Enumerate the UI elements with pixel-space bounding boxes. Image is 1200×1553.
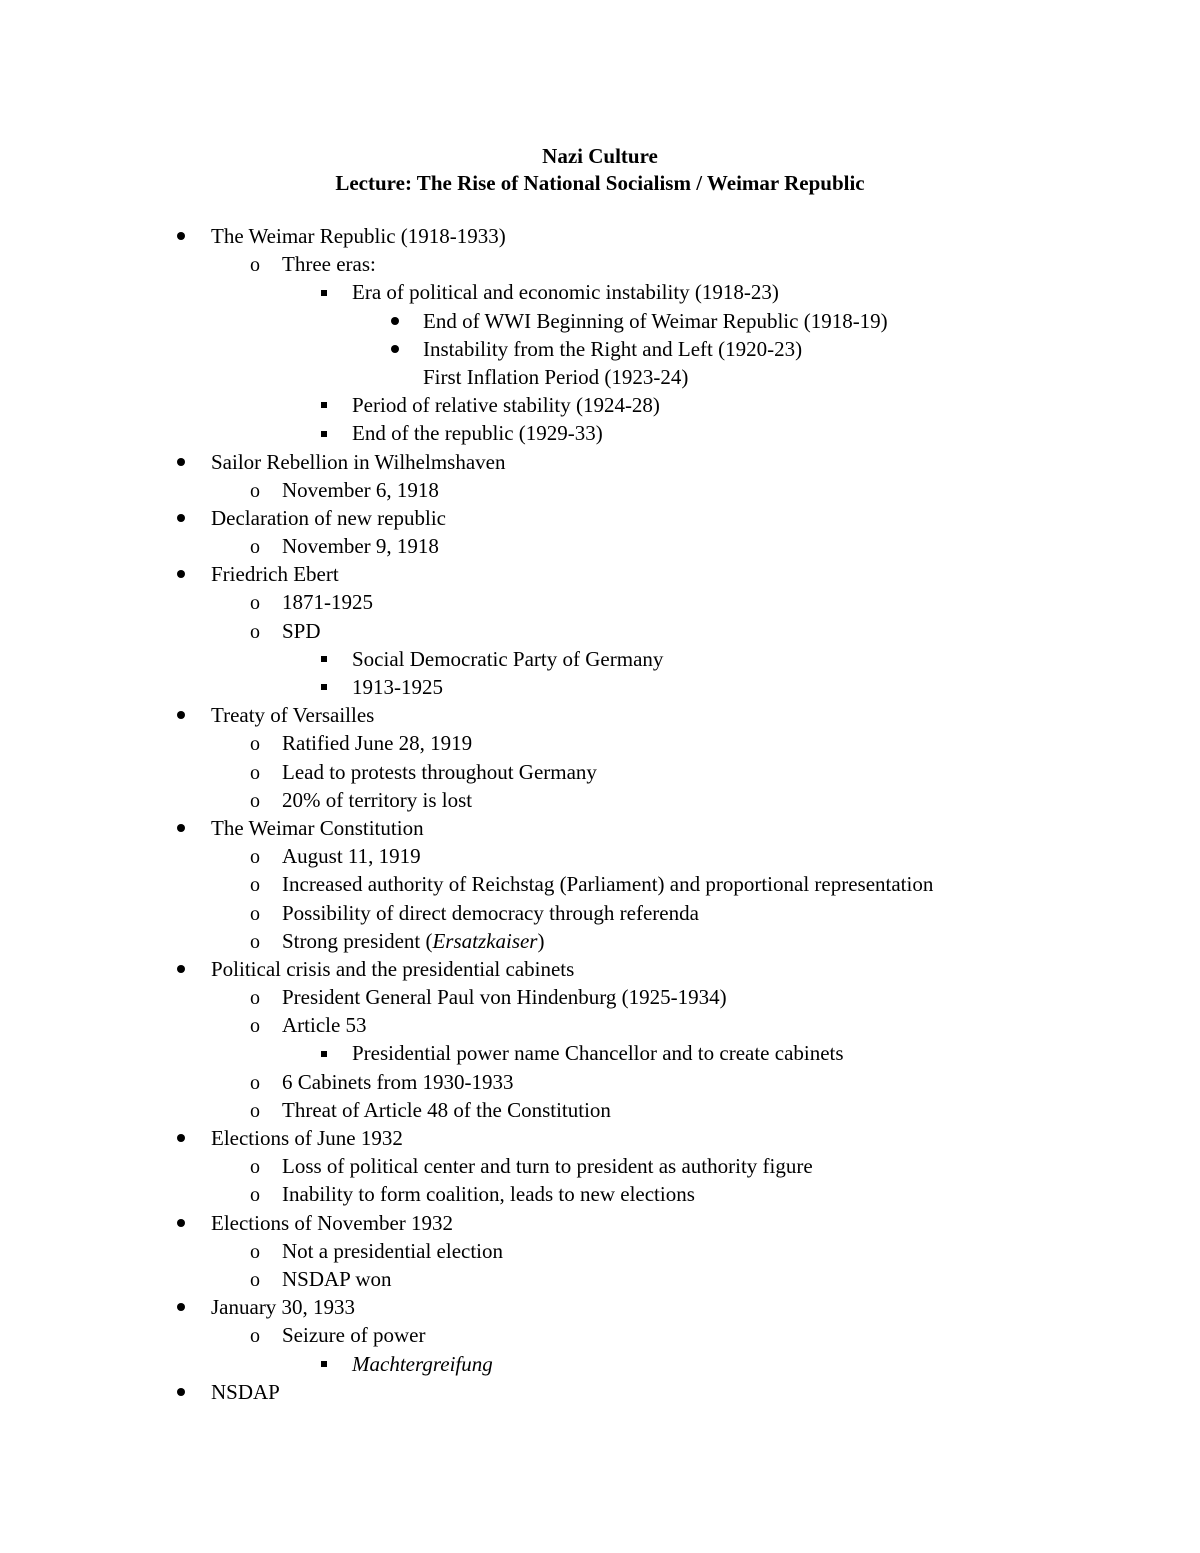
outline-item-text	[282, 758, 597, 786]
bullet-circle-icon: o	[250, 846, 260, 869]
outline-item-main-text: August 11, 1919	[282, 844, 421, 869]
outline-item-main-text: The Weimar Constitution	[211, 815, 424, 840]
bullet-circle-icon: o	[250, 733, 260, 756]
outline-item-text	[211, 222, 506, 250]
outline-item-main-text: End of the republic (1929-33)	[352, 421, 603, 446]
outline-item-level-1	[0, 588, 1200, 616]
outline-item-main-text: Declaration of new republic	[211, 505, 446, 530]
outline-item-level-1	[0, 1180, 1200, 1208]
outline-item-main-text: Friedrich Ebert	[211, 562, 339, 587]
outline-item-main-text: Loss of political center and turn to president as authority figure	[282, 1154, 813, 1179]
bullet-dot-icon	[171, 1124, 191, 1152]
document-subtitle: Lecture: The Rise of National Socialism / Weimar Republic	[335, 171, 865, 195]
outline-item-level-1	[0, 532, 1200, 560]
outline-item-text	[282, 729, 472, 757]
outline-item-text	[352, 391, 660, 419]
outline-item-level-1	[0, 1237, 1200, 1265]
outline-item-main-text: Increased authority of Reichstag (Parliament) and proportional representation	[282, 872, 934, 897]
outline-item-main-text: End of WWI Beginning of Weimar Republic (1918-19)	[423, 308, 888, 333]
bullet-circle-icon: o	[250, 479, 260, 502]
outline-item-level-0	[0, 1293, 1200, 1321]
outline-item-main-text: Social Democratic Party of Germany	[352, 646, 664, 671]
bullet-square-icon	[314, 278, 334, 306]
outline-item-text	[282, 476, 439, 504]
outline-item-level-1	[0, 1321, 1200, 1349]
outline-item-main-text: Inability to form coalition, leads to new elections	[282, 1182, 695, 1207]
outline-item-text	[352, 1039, 844, 1067]
outline-item-main-text: November 6, 1918	[282, 477, 439, 502]
bullet-dot-icon	[171, 222, 191, 250]
outline-item-level-0	[0, 222, 1200, 250]
outline-item-level-2	[0, 391, 1200, 419]
bullet-circle-icon: o	[250, 1156, 260, 1179]
bullet-circle-icon: o	[250, 1099, 260, 1122]
bullet-square-icon	[314, 419, 334, 447]
outline-item-level-1	[0, 927, 1200, 955]
outline-item-text	[352, 645, 663, 673]
outline-item-trailing-text: )	[537, 928, 545, 953]
outline-item-main-text: 1871-1925	[282, 590, 373, 615]
bullet-dot-icon	[171, 1293, 191, 1321]
outline-item-text	[211, 701, 374, 729]
lecture-outline	[0, 222, 1200, 1406]
outline-item-level-1	[0, 1068, 1200, 1096]
bullet-circle-icon: o	[250, 1184, 260, 1207]
outline-item-level-1	[0, 786, 1200, 814]
outline-item-main-text: Threat of Article 48 of the Constitution	[282, 1097, 611, 1122]
outline-item-level-0	[0, 955, 1200, 983]
outline-item-text	[211, 504, 446, 532]
outline-item-text	[211, 1293, 355, 1321]
outline-item-main-text: NSDAP	[211, 1379, 280, 1404]
outline-item-level-0	[0, 560, 1200, 588]
bullet-dot-icon	[171, 1209, 191, 1237]
outline-item-level-1	[0, 617, 1200, 645]
bullet-circle-icon: o	[250, 1268, 260, 1291]
outline-item-level-1	[0, 476, 1200, 504]
outline-item-main-text: Article 53	[282, 1013, 367, 1038]
outline-item-main-text: Possibility of direct democracy through referenda	[282, 900, 699, 925]
outline-item-main-text: Elections of November 1932	[211, 1210, 454, 1235]
outline-item-text	[352, 419, 603, 447]
outline-item-level-1	[0, 899, 1200, 927]
bullet-dot-icon	[171, 955, 191, 983]
outline-item-italic-term: Machtergreifung	[352, 1351, 493, 1376]
outline-item-level-1	[0, 983, 1200, 1011]
outline-item-main-text: Political crisis and the presidential cabinets	[211, 956, 575, 981]
bullet-circle-icon: o	[250, 874, 260, 897]
outline-item-level-1	[0, 1096, 1200, 1124]
outline-item-level-0	[0, 701, 1200, 729]
outline-item-text	[282, 899, 699, 927]
outline-item-level-1	[0, 729, 1200, 757]
bullet-dot-icon	[171, 504, 191, 532]
outline-item-level-1	[0, 1265, 1200, 1293]
outline-item-text	[282, 983, 727, 1011]
outline-item-main-text: November 9, 1918	[282, 534, 439, 559]
outline-item-level-0	[0, 814, 1200, 842]
outline-item-text	[282, 786, 472, 814]
outline-item-text	[282, 250, 376, 278]
outline-item-text	[282, 532, 439, 560]
outline-item-text	[211, 814, 424, 842]
bullet-circle-icon: o	[250, 1325, 260, 1348]
outline-item-text	[282, 1321, 425, 1349]
outline-item-main-text: Treaty of Versailles	[211, 703, 375, 728]
outline-item-main-text: 20% of territory is lost	[282, 787, 473, 812]
bullet-square-icon	[314, 1350, 334, 1378]
outline-item-level-2	[0, 419, 1200, 447]
outline-item-main-text: NSDAP won	[282, 1266, 392, 1291]
outline-item-main-text: President General Paul von Hindenburg (1925-1934)	[282, 985, 727, 1010]
bullet-circle-icon: o	[250, 930, 260, 953]
outline-item-main-text: The Weimar Republic (1918-1933)	[211, 224, 506, 248]
outline-item-main-text: Sailor Rebellion in Wilhelmshaven	[211, 449, 506, 474]
outline-item-main-text: Era of political and economic instability (1918-23)	[352, 280, 779, 305]
outline-item-text	[211, 1124, 403, 1152]
outline-item-main-text: Ratified June 28, 1919	[282, 731, 473, 756]
bullet-circle-icon: o	[250, 987, 260, 1010]
bullet-circle-icon: o	[250, 592, 260, 615]
outline-item-level-0	[0, 448, 1200, 476]
outline-item-text	[211, 1378, 280, 1406]
bullet-square-icon	[314, 1039, 334, 1067]
outline-item-main-text: Instability from the Right and Left (1920-23)	[423, 336, 803, 361]
outline-item-text	[282, 842, 421, 870]
outline-item-text	[282, 927, 544, 955]
outline-item-text	[423, 307, 888, 335]
bullet-dot-icon	[385, 307, 405, 335]
outline-item-text	[282, 1180, 695, 1208]
outline-item-level-0	[0, 504, 1200, 532]
outline-item-level-2	[0, 278, 1200, 306]
outline-item-level-1	[0, 758, 1200, 786]
bullet-dot-icon	[171, 814, 191, 842]
outline-item-main-text: Elections of June 1932	[211, 1126, 403, 1150]
outline-item-level-3	[0, 363, 1200, 391]
outline-item-main-text: Period of relative stability (1924-28)	[352, 393, 660, 418]
outline-item-text	[282, 617, 321, 645]
bullet-circle-icon: o	[250, 1071, 260, 1094]
outline-item-main-text: Not a presidential election	[282, 1238, 504, 1263]
outline-item-main-text: January 30, 1933	[211, 1295, 356, 1320]
outline-item-level-1	[0, 1152, 1200, 1180]
bullet-circle-icon: o	[250, 254, 260, 277]
outline-item-text	[282, 588, 373, 616]
outline-item-main-text: First Inflation Period (1923-24)	[423, 364, 689, 389]
outline-item-text	[282, 1011, 367, 1039]
outline-item-main-text: 1913-1925	[352, 675, 443, 699]
bullet-square-icon	[314, 673, 334, 701]
outline-item-text	[211, 448, 505, 476]
bullet-circle-icon: o	[250, 620, 260, 643]
outline-item-main-text: 6 Cabinets from 1930-1933	[282, 1069, 514, 1094]
outline-item-text	[282, 1096, 611, 1124]
outline-item-level-1	[0, 870, 1200, 898]
outline-item-level-0	[0, 1209, 1200, 1237]
outline-item-main-text: Lead to protests throughout Germany	[282, 759, 597, 784]
bullet-circle-icon: o	[250, 536, 260, 559]
outline-item-level-2	[0, 645, 1200, 673]
outline-item-level-2	[0, 673, 1200, 701]
outline-item-text	[211, 1209, 453, 1237]
outline-item-main-text: Strong president (	[282, 928, 433, 953]
outline-item-level-1	[0, 250, 1200, 278]
outline-item-level-0	[0, 1124, 1200, 1152]
outline-item-text	[423, 363, 688, 391]
outline-item-text	[282, 1237, 503, 1265]
outline-item-level-0	[0, 1378, 1200, 1406]
outline-item-main-text: SPD	[282, 618, 321, 643]
outline-item-level-3	[0, 335, 1200, 363]
outline-item-text	[423, 335, 802, 363]
bullet-circle-icon: o	[250, 1015, 260, 1038]
bullet-square-icon	[314, 645, 334, 673]
bullet-circle-icon: o	[250, 902, 260, 925]
document-title: Nazi Culture	[542, 144, 658, 168]
bullet-dot-icon	[171, 448, 191, 476]
bullet-circle-icon: o	[250, 789, 260, 812]
outline-item-level-1	[0, 1011, 1200, 1039]
outline-item-text	[211, 560, 339, 588]
bullet-dot-icon	[171, 701, 191, 729]
bullet-dot-icon	[171, 1378, 191, 1406]
outline-item-text	[211, 955, 574, 983]
outline-item-main-text: Three eras:	[282, 252, 376, 277]
outline-item-level-2	[0, 1350, 1200, 1378]
outline-item-text	[282, 1152, 813, 1180]
outline-item-italic-term: Ersatzkaiser	[432, 928, 538, 953]
outline-item-text	[352, 1350, 493, 1378]
outline-item-text	[352, 278, 779, 306]
outline-item-text	[282, 870, 933, 898]
bullet-circle-icon: o	[250, 761, 260, 784]
outline-item-main-text: Presidential power name Chancellor and to create cabinets	[352, 1041, 844, 1066]
outline-item-text	[282, 1265, 392, 1293]
outline-item-text	[352, 673, 443, 701]
outline-item-level-3	[0, 307, 1200, 335]
outline-item-level-1	[0, 842, 1200, 870]
outline-item-level-2	[0, 1039, 1200, 1067]
bullet-dot-icon	[385, 335, 405, 363]
outline-item-main-text: Seizure of power	[282, 1323, 426, 1348]
bullet-circle-icon: o	[250, 1240, 260, 1263]
outline-item-text	[282, 1068, 514, 1096]
bullet-dot-icon	[171, 560, 191, 588]
bullet-square-icon	[314, 391, 334, 419]
